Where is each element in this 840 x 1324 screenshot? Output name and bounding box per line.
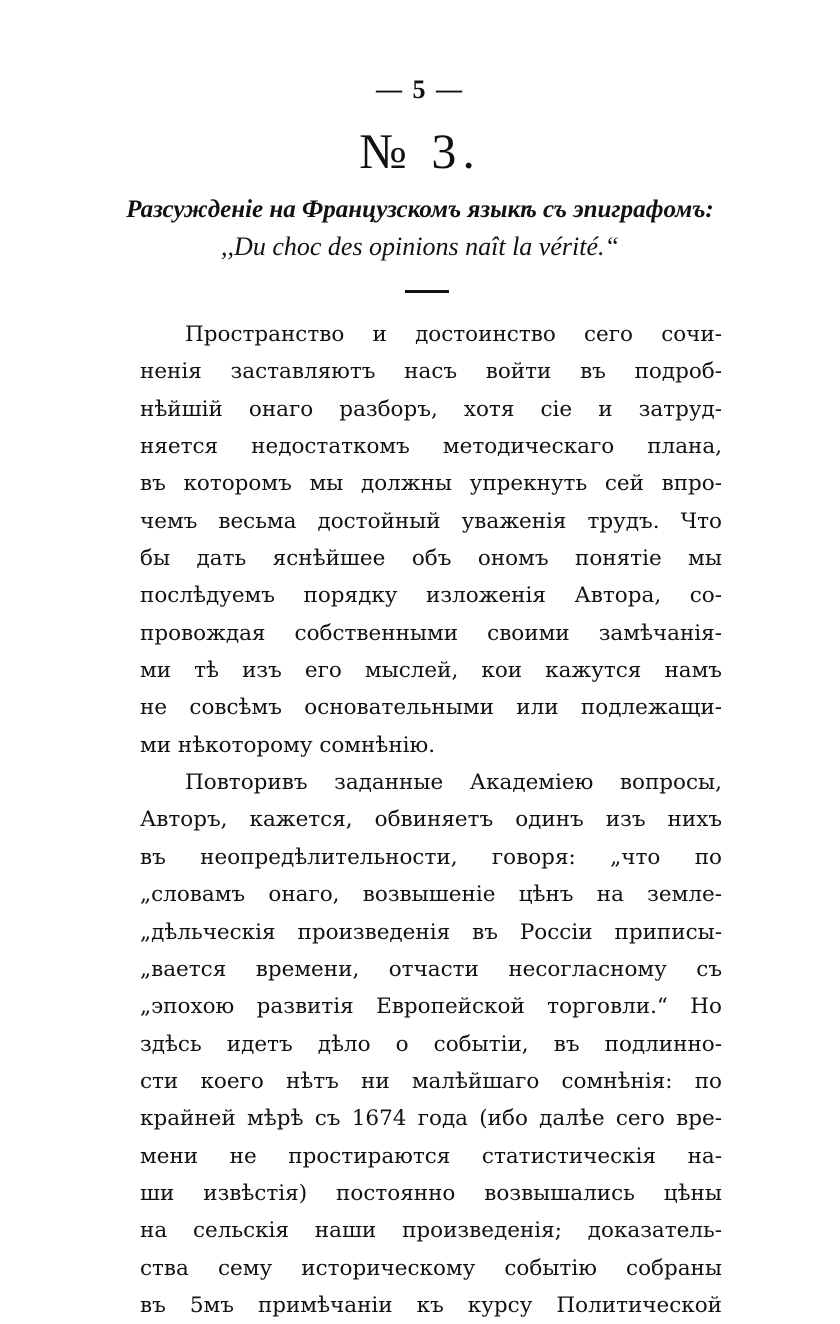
text-line: въ которомъ мы должны упрекнуть сей впро- xyxy=(140,471,722,497)
text-line: Пространство и достоинство сего сочи- xyxy=(185,322,722,347)
text-line: ми нѣкоторому сомнѣнію. xyxy=(140,732,436,758)
text-line: нѣйшій онаго разборъ, хотя сіе и затруд- xyxy=(140,396,722,422)
epigraph-heading: Разсужденіе на Французскомъ языкѣ съ эпиграфомъ: xyxy=(126,196,714,223)
text-line: въ неопредѣлительности, говоря: „что по xyxy=(140,844,722,870)
text-line: Авторъ, кажется, обвиняетъ одинъ изъ нихъ xyxy=(140,807,722,833)
text-line: послѣдуемъ порядку изложенія Автора, со- xyxy=(140,583,722,609)
text-line: на сельскія наши произведенія; доказатель- xyxy=(140,1218,722,1244)
text-line: бы дать яснѣйшее объ ономъ понятіе мы xyxy=(140,546,722,572)
text-line: „дѣльческія произведенія въ Россіи приписы- xyxy=(140,919,722,945)
text-line: сти коего нѣтъ ни малѣйшаго сомнѣнія: по xyxy=(140,1068,722,1094)
text-line: здѣсь идетъ дѣло о событіи, въ подлинно- xyxy=(140,1031,722,1057)
epigraph-quote: ,,Du choc des opinions naît la vérité.“ xyxy=(221,232,619,261)
text-line: ненія заставляютъ насъ войти въ подроб- xyxy=(140,359,722,385)
page-number: — 5 — xyxy=(376,75,464,104)
text-line: ши извѣстія) постоянно возвышались цѣны xyxy=(140,1180,722,1206)
text-line: крайней мѣрѣ съ 1674 года (ибо далѣе сего вре- xyxy=(140,1106,722,1132)
text-line: няется недостаткомъ методическаго плана, xyxy=(140,434,722,460)
text-line: „эпохою развитія Европейской торговли.“ Но xyxy=(140,994,722,1020)
text-line: ми тѣ изъ его мыслей, кои кажутся намъ xyxy=(140,658,722,684)
divider-rule xyxy=(405,290,449,293)
text-line: провождая собственными своими замѣчанія- xyxy=(140,620,722,646)
text-line: Повторивъ заданные Академіею вопросы, xyxy=(185,770,722,796)
text-line: чемъ весьма достойный уваженія трудъ. Что xyxy=(140,508,722,534)
text-line: „вается времени, отчасти несогласному съ xyxy=(140,956,722,982)
text-line: „словамъ онаго, возвышеніе цѣнъ на земле- xyxy=(140,882,722,908)
section-number: № 3. xyxy=(359,123,481,179)
text-line: ства сему историческому событію собраны xyxy=(140,1255,722,1281)
text-line: не совсѣмъ основательными или подлежащи- xyxy=(140,695,722,721)
text-line: въ 5мъ примѣчаніи къ курсу Политической xyxy=(140,1292,722,1318)
text-line: мени не простираются статистическія на- xyxy=(140,1143,722,1169)
body-text xyxy=(140,316,722,1324)
